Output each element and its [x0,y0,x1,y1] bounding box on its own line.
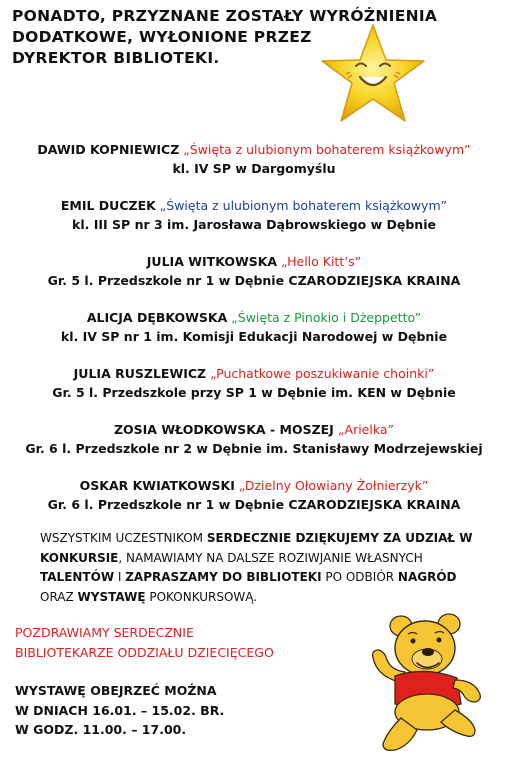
greeting-line: BIBLIOTEKARZE ODDZIAŁU DZIECIĘCEGO [15,644,274,660]
winner-entry [0,420,508,458]
thanks-text: POKONKURSOWĄ. [145,589,258,604]
winner-school: Gr. 6 l. Przedszkole nr 1 w Dębnie CZARODZIEJSKA KRAINA [47,497,461,512]
exhibition-dates: W DNIACH 16.01. – 15.02. BR. [15,702,225,718]
winner-school: kl. IV SP w Dargomyślu [172,161,336,176]
winner-name: ALICJA DĘBKOWSKA [86,310,228,325]
header-line: DODATKOWE, WYŁONIONE PRZEZ [12,28,312,46]
smiling-star-icon [318,22,428,126]
winner-name: EMIL DUCZEK [60,198,156,213]
thanks-text-bold: ZAPRASZAMY DO BIBLIOTEKI [125,570,322,584]
winner-school: Gr. 6 l. Przedszkole nr 2 w Dębnie im. Stanisławy Modrzejewskiej [25,441,483,456]
winner-school: Gr. 5 l. Przedszkole przy SP 1 w Dębnie im. KEN w Dębnie [52,385,456,400]
artwork-title: „Święta z Pinokio i Dżeppetto” [231,310,422,325]
thanks-paragraph [40,529,490,607]
thanks-text-bold: SERDECZNIE DZIĘKUJEMY ZA UDZIAŁ W KONKURSIE [40,531,473,565]
artwork-title: „Święta z ulubionym bohaterem książkowym” [159,198,448,213]
greeting-block [15,623,355,662]
winner-entry [0,140,508,178]
header-line: DYREKTOR BIBLIOTEKI. [12,49,220,67]
exhibition-hours: W GODZ. 11.00. – 17.00. [15,722,187,737]
winner-entry [0,476,508,514]
winner-name: DAWID KOPNIEWICZ [37,142,180,157]
winner-entry [0,308,508,346]
thanks-text-bold: WYSTAWĘ [77,589,146,604]
winner-name: JULIA RUSZLEWICZ [73,366,207,381]
winners-list [0,140,508,532]
thanks-text: ORAZ [40,589,78,604]
winner-entry [0,364,508,402]
thanks-text: PO ODBIÓR [321,570,398,584]
artwork-title: „Hello Kitt’s” [281,254,362,269]
header-line: PONADTO, PRZYZNANE ZOSTAŁY WYRÓŻNIENIA [12,7,438,25]
winner-school: kl. III SP nr 3 im. Jarosława Dąbrowskiego w Dębnie [72,217,436,232]
winner-school: Gr. 5 l. Przedszkole nr 1 w Dębnie CZARODZIEJSKA KRAINA [47,273,461,288]
winner-entry [0,196,508,234]
thanks-text: I [114,570,126,584]
winner-entry [0,252,508,290]
winner-name: JULIA WITKOWSKA [146,254,278,269]
greeting-line: POZDRAWIAMY SERDECZNIE [15,625,194,640]
winner-name: ZOSIA WŁODKOWSKA - MOSZEJ [113,422,334,437]
thanks-text: , NAMAWIAMY NA DALSZE ROZIWJANIE WŁASNYCH [118,550,423,565]
exhibition-line: WYSTAWĘ OBEJRZEĆ MOŻNA [15,683,217,698]
artwork-title: „Dzielny Ołowiany Żołnierzyk” [238,478,429,493]
winnie-the-pooh-icon [365,604,487,754]
winner-school: kl. IV SP nr 1 im. Komisji Edukacji Narodowej w Dębnie [60,329,448,344]
artwork-title: „Święta z ulubionym bohaterem książkowym” [183,142,471,157]
thanks-text: WSZYSTKIM UCZESTNIKOM [40,531,207,545]
exhibition-info [15,681,315,740]
thanks-text-bold: NAGRÓD [397,570,457,584]
winner-name: OSKAR KWIATKOWSKI [79,478,235,493]
artwork-title: „Puchatkowe poszukiwanie choinki” [210,366,435,381]
thanks-text-bold: TALENTÓW [40,570,115,584]
artwork-title: „Arielka” [337,422,395,437]
